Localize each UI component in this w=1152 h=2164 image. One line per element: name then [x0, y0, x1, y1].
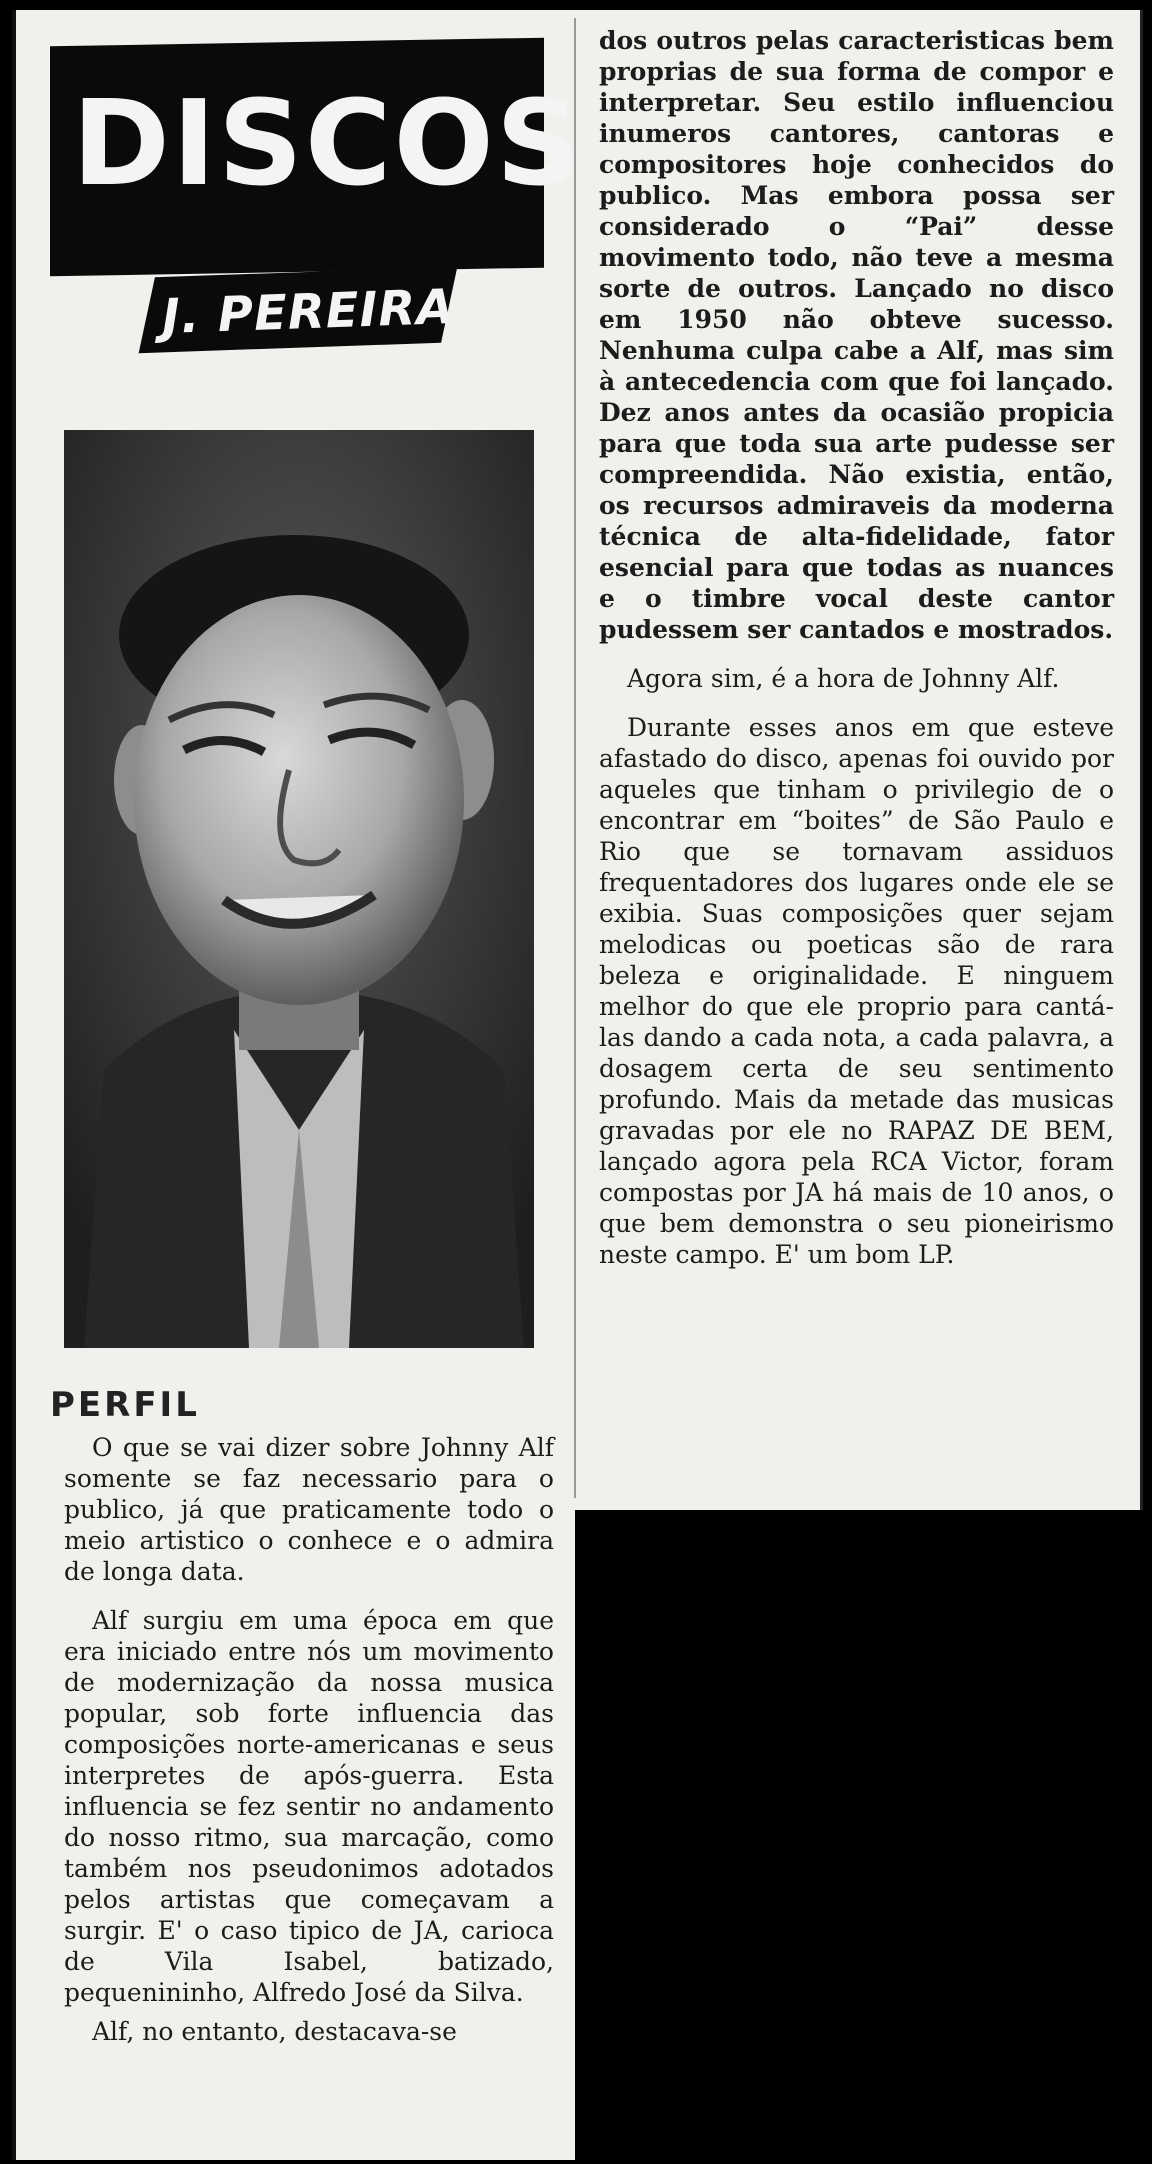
masthead-title: DISCOS	[72, 74, 583, 212]
section-label: PERFIL	[50, 1385, 200, 1425]
article-left-column	[64, 1432, 554, 2065]
empty-black-area	[575, 1510, 1140, 2160]
article-right-column	[599, 25, 1114, 1288]
author-name: J. PEREIRA	[161, 278, 456, 346]
paragraph: Durante esses anos em que esteve afastado do disco, apenas foi ouvido por aqueles que tinham o privilegio de o encontrar em “boites” de São Paulo e Rio que se tornavam assiduos frequentadores dos lugares onde ele se exibia. Suas composições quer sejam melodicas ou poeticas são de rara beleza e originalidade. E ninguem melhor do que ele proprio para cantá-las dando a cada nota, a cada palavra, a dosagem certa de seu sentimento profundo. Mais da metade das musicas gravadas por ele no RAPAZ DE BEM, lançado agora pela RCA Victor, foram compostas por JA há mais de 10 anos, o que bem demonstra o seu pioneirismo neste campo. E' um bom LP.	[599, 713, 1114, 1269]
column-divider	[574, 18, 576, 1498]
paragraph: Alf, no entanto, destacava-se	[92, 2017, 457, 2046]
paragraph: dos outros pelas caracteristicas bem proprias de sua forma de compor e interpretar. Seu estilo influenciou inumeros cantores, cantoras e compositores hoje conhecidos do publico. Mas embora possa ser considerado o “Pai” desse movimento todo, não teve a mesma sorte de outros. Lançado no disco em 1950 não obteve sucesso. Nenhuma culpa cabe a Alf, mas sim à antecedencia com que foi lançado. Dez anos antes da ocasião propicia para que toda sua arte pudesse ser compreendida. Não existia, então, os recursos admiraveis da moderna técnica de alta-fidelidade, fator esencial para que todas as nuances e o timbre vocal deste cantor pudessem ser cantados e mostrados.	[599, 26, 1114, 644]
portrait-photo	[64, 430, 534, 1348]
column-masthead	[50, 42, 583, 346]
paragraph: Alf surgiu em uma época em que era iniciado entre nós um movimento de modernização da nossa musica popular, sob forte influencia das composições norte-americanas e seus interpretes de após-guerra. Esta influencia se fez sentir no andamento do nosso ritmo, sua marcação, como também nos pseudonimos adotados pelos artistas que começavam a surgir. E' o caso tipico de JA, carioca de Vila Isabel, batizado, pequenininho, Alfredo José da Silva.	[64, 1606, 554, 2007]
paragraph: Agora sim, é a hora de Johnny Alf.	[627, 664, 1060, 693]
newspaper-clipping	[12, 10, 1140, 2160]
paragraph: O que se vai dizer sobre Johnny Alf somente se faz necessario para o publico, já que praticamente todo o meio artistico o conhece e o admira de longa data.	[64, 1433, 554, 1586]
